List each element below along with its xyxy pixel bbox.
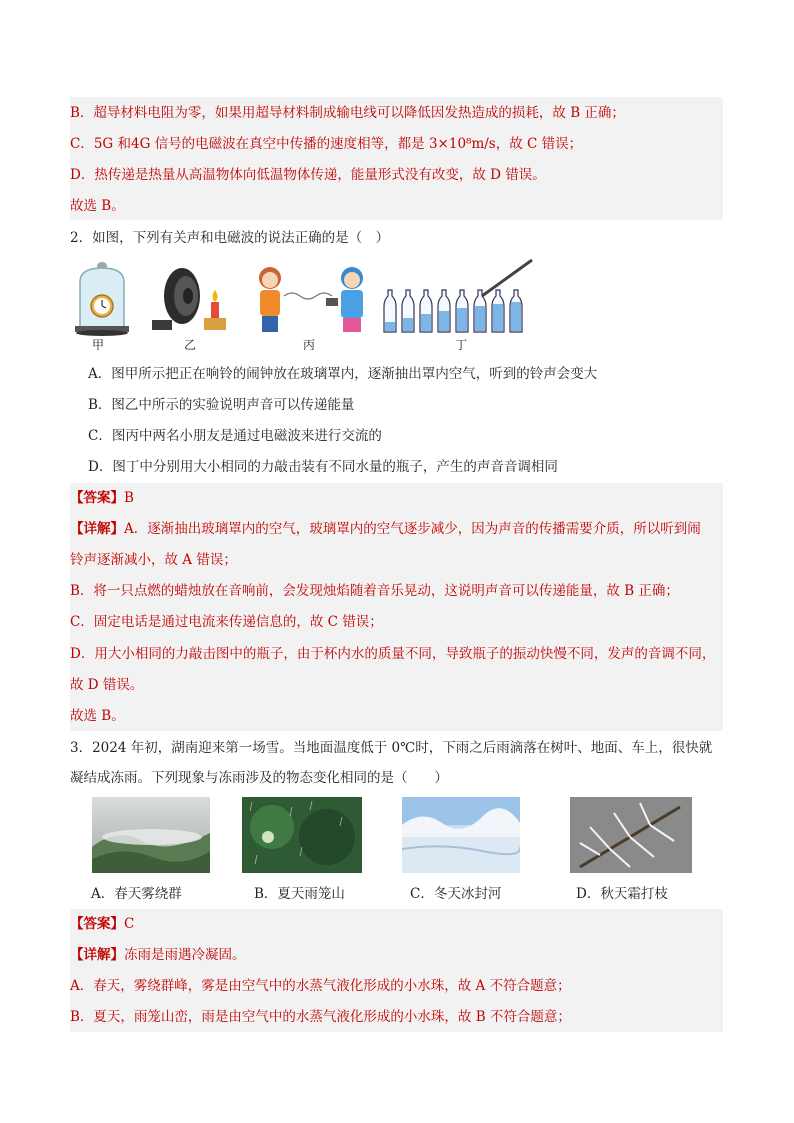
speaker-candle-image bbox=[150, 262, 232, 336]
q2-detail-d2: 故 D 错误。 bbox=[70, 677, 144, 693]
conclusion-2: 故选 B。 bbox=[70, 708, 125, 724]
explain-line-d: D．热传递是热量从高温物体向低温物体传递，能量形式没有改变，故 D 错误。 bbox=[70, 167, 546, 183]
q3-option-b: B．夏天雨笼山 bbox=[254, 886, 345, 902]
q3-detail-b: B．夏天，雨笼山峦，雨是由空气中的水蒸气液化形成的小水珠，故 B 不符合题意； bbox=[70, 1009, 571, 1025]
explain-line-c: C．5G 和4G 信号的电磁波在真空中传播的速度相等，都是 3×10⁸m/s，故 C 错误； bbox=[70, 136, 583, 152]
q2-detail-c: C．固定电话是通过电流来传递信息的，故 C 错误； bbox=[70, 614, 383, 630]
rain-forest-photo bbox=[242, 797, 362, 873]
q3-option-d: D．秋天霜打枝 bbox=[576, 886, 668, 902]
conclusion-1: 故选 B。 bbox=[70, 198, 125, 214]
bell-jar-image bbox=[72, 258, 132, 336]
caption-yi: 乙 bbox=[184, 338, 197, 352]
q2-option-a: A．图甲所示把正在响铃的闹钟放在玻璃罩内，逐渐抽出罩内空气，听到的铃声会变大 bbox=[88, 366, 598, 382]
q3-answer bbox=[70, 914, 134, 934]
q2-detail-d1: D．用大小相同的力敲击图中的瓶子，由于杯内水的质量不同，导致瓶子的振动快慢不同，发声的音调不同， bbox=[70, 646, 716, 662]
q3-detail-a: A．春天，雾绕群峰，雾是由空气中的水蒸气液化形成的小水珠，故 A 不符合题意； bbox=[70, 978, 571, 994]
q2-option-c: C．图丙中两名小朋友是通过电磁波来进行交流的 bbox=[88, 428, 382, 444]
explain-line-b: B．超导材料电阻为零，如果用超导材料制成输电线可以降低因发热造成的损耗，故 B 正确； bbox=[70, 105, 625, 121]
answer-value: B bbox=[124, 490, 134, 506]
q3-detail-0 bbox=[70, 945, 246, 965]
q3-option-c: C．冬天冰封河 bbox=[410, 886, 502, 902]
q2-detail-b: B．将一只点燃的蜡烛放在音响前，会发现烛焰随着音乐晃动，这说明声音可以传递能量，故 B 正确； bbox=[70, 583, 679, 599]
caption-bing: 丙 bbox=[303, 338, 316, 352]
q2-option-d: D．图丁中分别用大小相同的力敲击装有不同水量的瓶子，产生的声音音调相同 bbox=[88, 459, 558, 475]
kids-phone-image bbox=[244, 258, 380, 336]
frost-branch-photo bbox=[570, 797, 692, 873]
answer-tag: 【答案】 bbox=[70, 490, 124, 506]
q2-answer bbox=[70, 488, 134, 508]
question-3-stem-1: 3．2024 年初，湖南迎来第一场雪。当地面温度低于 0℃时，下雨之后雨滴落在树叶、地面、车上，很快就 bbox=[70, 740, 713, 756]
q3-option-a: A．春天雾绕群 bbox=[91, 886, 182, 902]
answer-tag: 【答案】 bbox=[70, 916, 124, 932]
detail-text: 冻雨是雨遇冷凝固。 bbox=[124, 947, 246, 963]
caption-jia: 甲 bbox=[92, 338, 105, 352]
caption-ding: 丁 bbox=[455, 338, 468, 352]
detail-tag: 【详解】 bbox=[70, 521, 124, 537]
q2-detail-a2: 铃声逐渐减小，故 A 错误； bbox=[70, 552, 237, 568]
detail-text: A．逐渐抽出玻璃罩内的空气，玻璃罩内的空气逐步减少，因为声音的传播需要介质，所以听到闹 bbox=[124, 521, 701, 537]
q2-option-b: B．图乙中所示的实验说明声音可以传递能量 bbox=[88, 397, 355, 413]
q2-detail-a1 bbox=[70, 519, 701, 539]
detail-tag: 【详解】 bbox=[70, 947, 124, 963]
question-2-stem: 2．如图，下列有关声和电磁波的说法正确的是（ ） bbox=[70, 230, 390, 246]
frozen-river-photo bbox=[402, 797, 520, 873]
answer-value: C bbox=[124, 916, 135, 932]
bottles-image bbox=[382, 256, 536, 336]
misty-mountains-photo bbox=[92, 797, 210, 873]
question-3-stem-2: 凝结成冻雨。下列现象与冻雨涉及的物态变化相同的是（ ） bbox=[70, 770, 448, 786]
